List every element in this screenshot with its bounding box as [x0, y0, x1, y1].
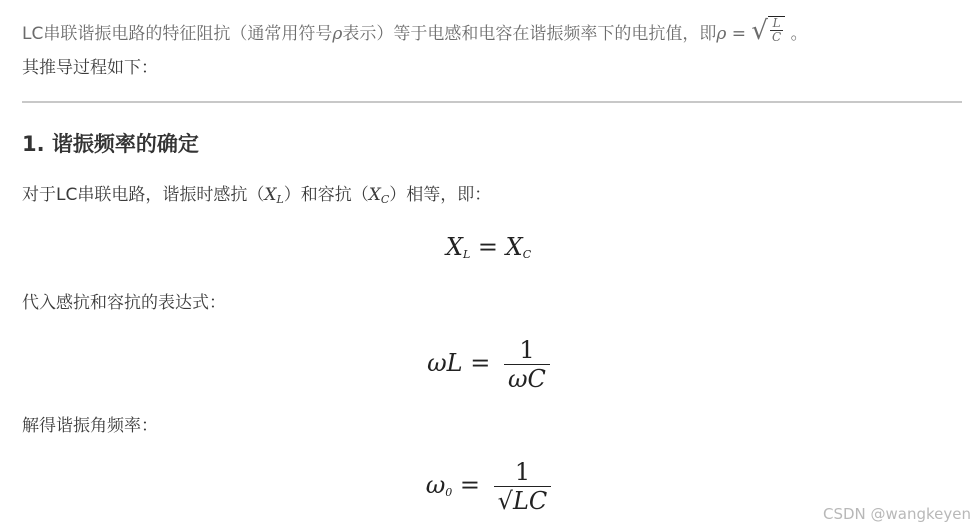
equation-xl-xc: $X_L = X_C$ — [445, 233, 532, 261]
equation-omega-l: ωL = $\frac{1}{\omega C}$ — [0, 336, 977, 393]
fraction: $\frac{1}{\omega C}$ — [504, 336, 550, 393]
paragraph-solve: 解得谐振角频率： — [22, 416, 158, 436]
watermark: CSDN @wangkeyen — [822, 505, 971, 523]
paragraph-resonance: 对于LC串联电路，谐振时感抗$(X_L)$和容抗$(X_C)$相等，即： — [22, 185, 492, 206]
section-heading: 1. 谐振频率的确定 — [22, 132, 199, 156]
equation-omega0: $\omega_0$ = $\frac{1}{√LC}$ — [0, 458, 977, 515]
paragraph-substitute: 代入感抗和容抗的表达式： — [22, 293, 226, 313]
intro-line2: 其推导过程如下： — [22, 58, 158, 78]
sqrt-symbol: √ $\frac{L}{C}$ — [751, 16, 785, 44]
intro-line1: LC串联谐振电路的特征阻抗（通常用符号ρ表示）等于电感和电容在谐振频率下的电抗值，即ρ = √ $\frac{L}{C}$ 。 — [22, 16, 808, 46]
rho-formula: ρ = √ $\frac{L}{C}$ — [716, 24, 790, 44]
fraction: $\frac{1}{√LC}$ — [494, 458, 552, 515]
divider — [22, 101, 962, 103]
